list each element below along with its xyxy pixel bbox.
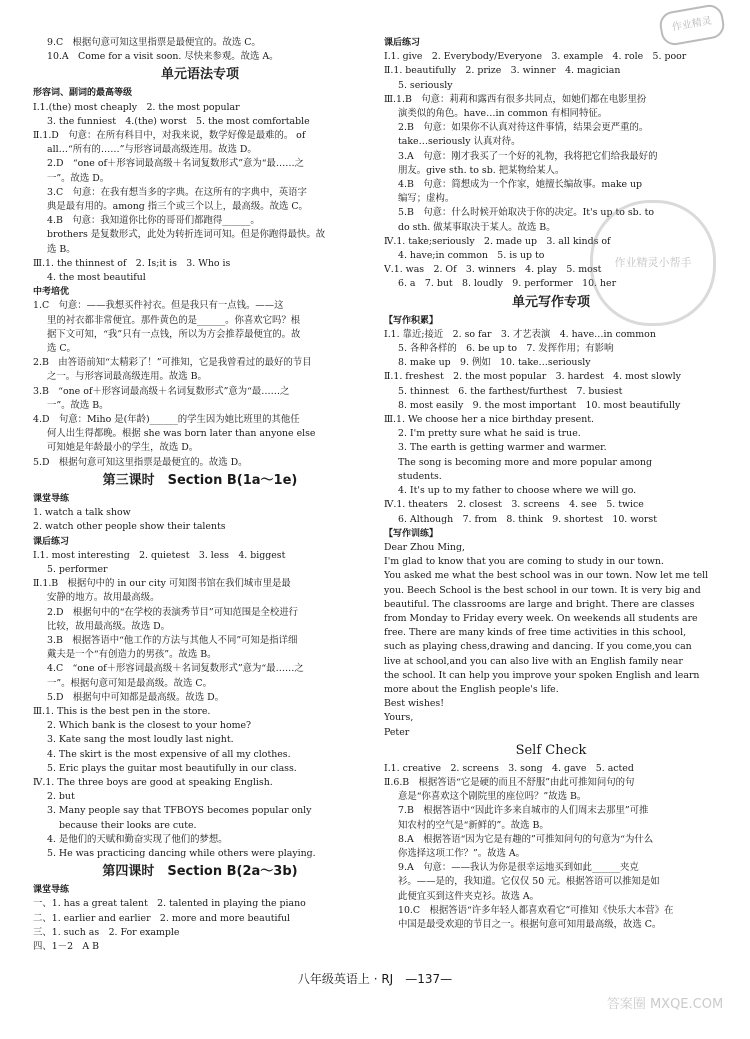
answer-line: 戴夫是一个“有创造力的男孩”。故选 B。 bbox=[47, 649, 217, 661]
answer-line: 6. a 7. but 8. loudly 9. performer 10. her bbox=[398, 278, 617, 290]
answer-line: 里的衬衣都非常便宜。那件黄色的是______。你喜欢它吗？根 bbox=[47, 314, 301, 326]
answer-line: the school. It can help you improve your spoken English and learn bbox=[384, 669, 700, 681]
answer-line: 9.C 根据句意可知这里指票是最便宜的。故选 C。 bbox=[47, 37, 261, 48]
answer-line: 一”。故选 D。 bbox=[47, 172, 110, 184]
answer-line: 可知她是年龄最小的学生，故选 D。 bbox=[47, 442, 199, 454]
answer-line: Ⅳ.1. The three boys are good at speaking English. bbox=[33, 776, 273, 788]
section-heading: 第三课时 Section B(1a～1e) bbox=[102, 472, 298, 488]
answer-line: 选 C。 bbox=[47, 343, 76, 355]
answer-line: do sth. 做某事取决于某人。故选 B。 bbox=[398, 221, 556, 233]
answer-line: 比较，故用最高级。故选 D。 bbox=[47, 620, 170, 632]
page-footer: 八年级英语上 · RJ —137— bbox=[297, 972, 453, 986]
answer-line: 1.C 句意：——我想买件衬衣。但是我只有一点钱。——这 bbox=[33, 300, 284, 312]
answer-line: 8. most easily 9. the most important 10. most beautifully bbox=[398, 399, 681, 411]
answer-line: 5. Eric plays the guitar most beautifully in our class. bbox=[47, 762, 297, 774]
answer-line: 3.A 句意：刚才我买了一个好的礼物，我将把它们给我最好的 bbox=[398, 150, 658, 162]
answer-line: 何人出生得都晚。根据 she was born later than anyone else bbox=[47, 428, 316, 440]
left-column bbox=[33, 36, 367, 954]
answer-line: 5. performer bbox=[47, 563, 108, 575]
answer-line: Ⅲ.1.B 句意：莉莉和露西有很多共同点，如她们都在电影里扮 bbox=[384, 93, 647, 105]
answer-line: 一”。故选 B。 bbox=[47, 399, 109, 411]
answer-line: 选 B。 bbox=[47, 243, 76, 255]
answer-line: 4.B 句意：我知道你比你的哥哥们都跑得______。 bbox=[47, 215, 260, 227]
answer-line: more about the English people's life. bbox=[384, 683, 559, 695]
answer-line: 7.B 根据答语中“因此许多来自城市的人们周末去那里”可推 bbox=[398, 805, 649, 817]
answer-line: 8. make up 9. 例如 10. take…seriously bbox=[398, 357, 591, 369]
answer-line: 2. I'm pretty sure what he said is true. bbox=[398, 428, 581, 440]
answer-line: Best wishes! bbox=[384, 698, 444, 710]
answer-line: brothers 是复数形式，此处为转折连词可知。但是你跑得最快。故 bbox=[47, 229, 326, 241]
answer-line: Ⅱ.6.B 根据答语“它是硬的而且不舒服”由此可推知问句的句 bbox=[384, 776, 635, 788]
answer-line: 4. The skirt is the most expensive of all my clothes. bbox=[47, 748, 291, 760]
section-label: 课堂导练 bbox=[33, 885, 70, 896]
answer-line: beautiful. The classrooms are large and bright. There are classes bbox=[384, 598, 695, 610]
answer-line: 3.B “one of＋形容词最高级＋名词复数形式”意为“最……之 bbox=[33, 385, 290, 397]
answer-line: 1. watch a talk show bbox=[33, 507, 131, 519]
answer-line: 4.C “one of＋形容词最高级＋名词复数形式”意为“最……之 bbox=[47, 663, 304, 675]
answer-line: Ⅲ.1. the thinnest of 2. Is;it is 3. Who is bbox=[33, 257, 231, 269]
answer-line: 一”。根据句意可知是最高级。故选 C。 bbox=[47, 677, 212, 689]
answer-line: Ⅳ.1. theaters 2. closest 3. screens 4. see 5. twice bbox=[384, 499, 644, 511]
answer-line: Ⅰ.1. creative 2. screens 3. song 4. gave 5. acted bbox=[384, 762, 634, 774]
answer-line: 此便宜买到这件夹克衫。故选 A。 bbox=[398, 890, 540, 902]
section-heading: 单元语法专项 bbox=[160, 67, 239, 83]
answer-line: 3. the funniest 4.(the) worst 5. the most comfortable bbox=[47, 115, 310, 127]
answer-line: 6. Although 7. from 8. think 9. shortest 10. worst bbox=[398, 513, 657, 525]
answer-line: students. bbox=[398, 470, 442, 482]
answer-line: 二、1. earlier and earlier 2. more and more beautiful bbox=[33, 912, 290, 924]
answer-line: 典是最有用的。among 指三个或三个以上，最高级。故选 C。 bbox=[47, 201, 308, 213]
answer-line: The song is becoming more and more popular among bbox=[398, 456, 653, 468]
answer-line: 4. have;in common 5. is up to bbox=[398, 250, 545, 262]
answer-line: Ⅰ.1. most interesting 2. quietest 3. less 4. biggest bbox=[33, 549, 286, 561]
answer-line: Ⅰ.1. give 2. Everybody/Everyone 3. example 4. role 5. poor bbox=[384, 51, 687, 63]
answer-line: 4. 是他们的天赋和勤奋实现了他们的梦想。 bbox=[47, 833, 228, 845]
answer-line: 5. thinnest 6. the farthest/furthest 7. busiest bbox=[398, 385, 623, 397]
answer-line: Dear Zhou Ming, bbox=[384, 541, 465, 553]
answer-line: 朋友。give sth. to sb. 把某物给某人。 bbox=[398, 164, 565, 176]
answer-line: live at school,and you can also live with an English family near bbox=[384, 655, 683, 667]
section-label: 中考培优 bbox=[33, 287, 70, 298]
section-label: 【写作积累】 bbox=[384, 315, 439, 326]
answer-line: 意是“你喜欢这个剧院里的座位吗？”故选 B。 bbox=[398, 791, 587, 803]
answer-line: 5. He was practicing dancing while others were playing. bbox=[47, 847, 316, 859]
answer-line: 一、1. has a great talent 2. talented in playing the piano bbox=[33, 898, 306, 910]
answer-line: 2. Which bank is the closest to your home? bbox=[47, 720, 252, 732]
answer-line: 4. the most beautiful bbox=[47, 272, 146, 284]
answer-line: You asked me what the best school was in our town. Now let me tell bbox=[384, 570, 709, 582]
answer-line: Ⅱ.1.D 句意：在所有科目中，对我来说，数学好像是最难的。 of bbox=[33, 130, 306, 142]
answer-line: 3. Kate sang the most loudly last night. bbox=[47, 734, 234, 746]
answer-line: 5.B 句意：什么时候开始取决于你的决定。It's up to sb. to bbox=[398, 207, 655, 219]
answer-line: 三、1. such as 2. For example bbox=[33, 926, 180, 938]
answer-line: 2. watch other people show their talents bbox=[33, 521, 226, 533]
answer-line: 5.D 根据句中可知都是最高级。故选 D。 bbox=[47, 691, 224, 703]
answer-line: such as playing chess,drawing and dancing. If you come,you can bbox=[384, 641, 692, 653]
section-heading: 单元写作专项 bbox=[511, 294, 590, 310]
answer-line: 你选择这项工作？”。故选 A。 bbox=[398, 847, 526, 859]
answer-line: Ⅱ.1. beautifully 2. prize 3. winner 4. magician bbox=[384, 65, 621, 77]
answer-line: 2.D “one of＋形容词最高级＋名词复数形式”意为“最……之 bbox=[47, 158, 305, 170]
answer-line: 3.B 根据答语中“他工作的方法与其他人不同”可知是指详细 bbox=[47, 634, 298, 646]
answer-line: 据下文可知，“我”只有一点钱，所以为方会推荐最便宜的。故 bbox=[47, 328, 301, 340]
answer-line: you. Beech School is the best school in our town. It is very big and bbox=[384, 584, 701, 596]
answer-line: 4. It's up to my father to choose where we will go. bbox=[398, 485, 637, 497]
answer-line: 演类似的角色。have…in common 有相同特征。 bbox=[398, 108, 608, 120]
answer-line: I'm glad to know that you are coming to study in our town. bbox=[384, 556, 664, 568]
right-column bbox=[384, 36, 718, 932]
answer-line: Ⅲ.1. We choose her a nice birthday present. bbox=[384, 414, 595, 426]
answer-line: 4.B 句意：简想成为一个作家，她擅长编故事。make up bbox=[398, 179, 643, 191]
answer-line: Peter bbox=[384, 726, 410, 738]
watermark-seal: 作业精灵小帮手 bbox=[590, 200, 716, 326]
answer-line: 2.B 由答语前知“太精彩了！”可推知，它是我曾看过的最好的节目 bbox=[33, 357, 312, 369]
answer-line: 2. but bbox=[47, 791, 75, 803]
answer-line: from Monday to Friday every week. On weekends all students are bbox=[384, 612, 698, 624]
section-heading: 第四课时 Section B(2a～3b) bbox=[102, 864, 298, 880]
answer-line: 2.D 根据句中的“在学校的表演秀节目”可知范围是全校进行 bbox=[47, 606, 299, 618]
answer-line: Yours, bbox=[384, 712, 414, 724]
answer-line: 9.A 句意：——我认为你是很幸运地买到如此______夹克 bbox=[398, 862, 639, 874]
answer-line: Ⅰ.1. 靠近;接近 2. so far 3. 才艺表演 4. have…in common bbox=[384, 328, 656, 340]
answer-line: free. There are many kinds of free time activities in this school, bbox=[384, 627, 687, 639]
answer-line: 5.D 根据句意可知这里指票是最便宜的。故选 D。 bbox=[33, 456, 248, 468]
answer-line: 10.A Come for a visit soon. 尽快来参观。故选 A。 bbox=[47, 51, 279, 63]
answer-line: Ⅰ.1.(the) most cheaply 2. the most popular bbox=[33, 101, 240, 113]
answer-line: 4.D 句意：Miho 是(年龄)______的学生因为她比班里的其他任 bbox=[33, 414, 300, 426]
answer-line: 衫。——是的，我知道。它仅仅 50 元。根据答语可以推知是如 bbox=[398, 876, 660, 888]
section-label: 课后练习 bbox=[33, 536, 70, 547]
answer-line: 2.B 句意：如果你不认真对待这件事情，结果会更严重的。 bbox=[398, 122, 649, 134]
answer-line: 10.C 根据答语“许多年轻人都喜欢看它”可推知《快乐大本营》在 bbox=[398, 904, 674, 916]
watermark-stamp: 作业精灵 bbox=[658, 3, 727, 48]
answer-line: 5. seriously bbox=[398, 79, 453, 91]
answer-line: Ⅲ.1. This is the best pen in the store. bbox=[33, 705, 211, 717]
answer-line: Ⅴ.1. was 2. Of 3. winners 4. play 5. most bbox=[384, 264, 602, 276]
section-label: 课后练习 bbox=[384, 38, 421, 48]
answer-line: 3. Many people say that TFBOYS becomes popular only bbox=[47, 805, 312, 817]
answer-line: 安静的地方。故用最高级。 bbox=[47, 592, 160, 604]
answer-line: because their looks are cute. bbox=[59, 819, 197, 831]
answer-line: 之一。与形容词最高级连用。故选 B。 bbox=[47, 371, 207, 383]
answer-line: take…seriously 认真对待。 bbox=[398, 136, 521, 148]
answer-line: 知农村的空气是“新鲜的”。故选 B。 bbox=[398, 819, 549, 831]
watermark-logo: 答案圈 MXQE.COM bbox=[606, 997, 724, 1012]
answer-line: Ⅱ.1. freshest 2. the most popular 3. hardest 4. most slowly bbox=[384, 371, 681, 383]
answer-line: 8.A 根据答语“因为它是有趣的”可推知问句的句意为“为什么 bbox=[398, 833, 654, 845]
section-heading: Self Check bbox=[515, 742, 587, 758]
answer-line: 3.C 句意：在我有想当多的字典。在这所有的字典中，英语字 bbox=[47, 186, 307, 198]
answer-line: Ⅱ.1.B 根据句中的 in our city 可知图书馆在我们城市里是最 bbox=[33, 578, 291, 590]
answer-line: 编写；虚构。 bbox=[398, 193, 455, 205]
answer-line: 5. 各种各样的 6. be up to 7. 发挥作用；有影响 bbox=[398, 343, 614, 355]
section-label: 课堂导练 bbox=[33, 493, 70, 504]
answer-line: 四、1－2 A B bbox=[33, 940, 100, 952]
answer-line: all…“所有的……”与形容词最高级连用。故选 D。 bbox=[47, 144, 257, 156]
answer-line: Ⅳ.1. take;seriously 2. made up 3. all kinds of bbox=[384, 235, 611, 247]
section-label: 【写作训练】 bbox=[384, 528, 439, 539]
answer-line: 中国是最受欢迎的节目之一。根据句意可知用最高级，故选 C。 bbox=[398, 918, 662, 930]
answer-line: 3. The earth is getting warmer and warmer. bbox=[398, 442, 607, 454]
section-label: 形容词、副词的最高等级 bbox=[33, 88, 133, 99]
